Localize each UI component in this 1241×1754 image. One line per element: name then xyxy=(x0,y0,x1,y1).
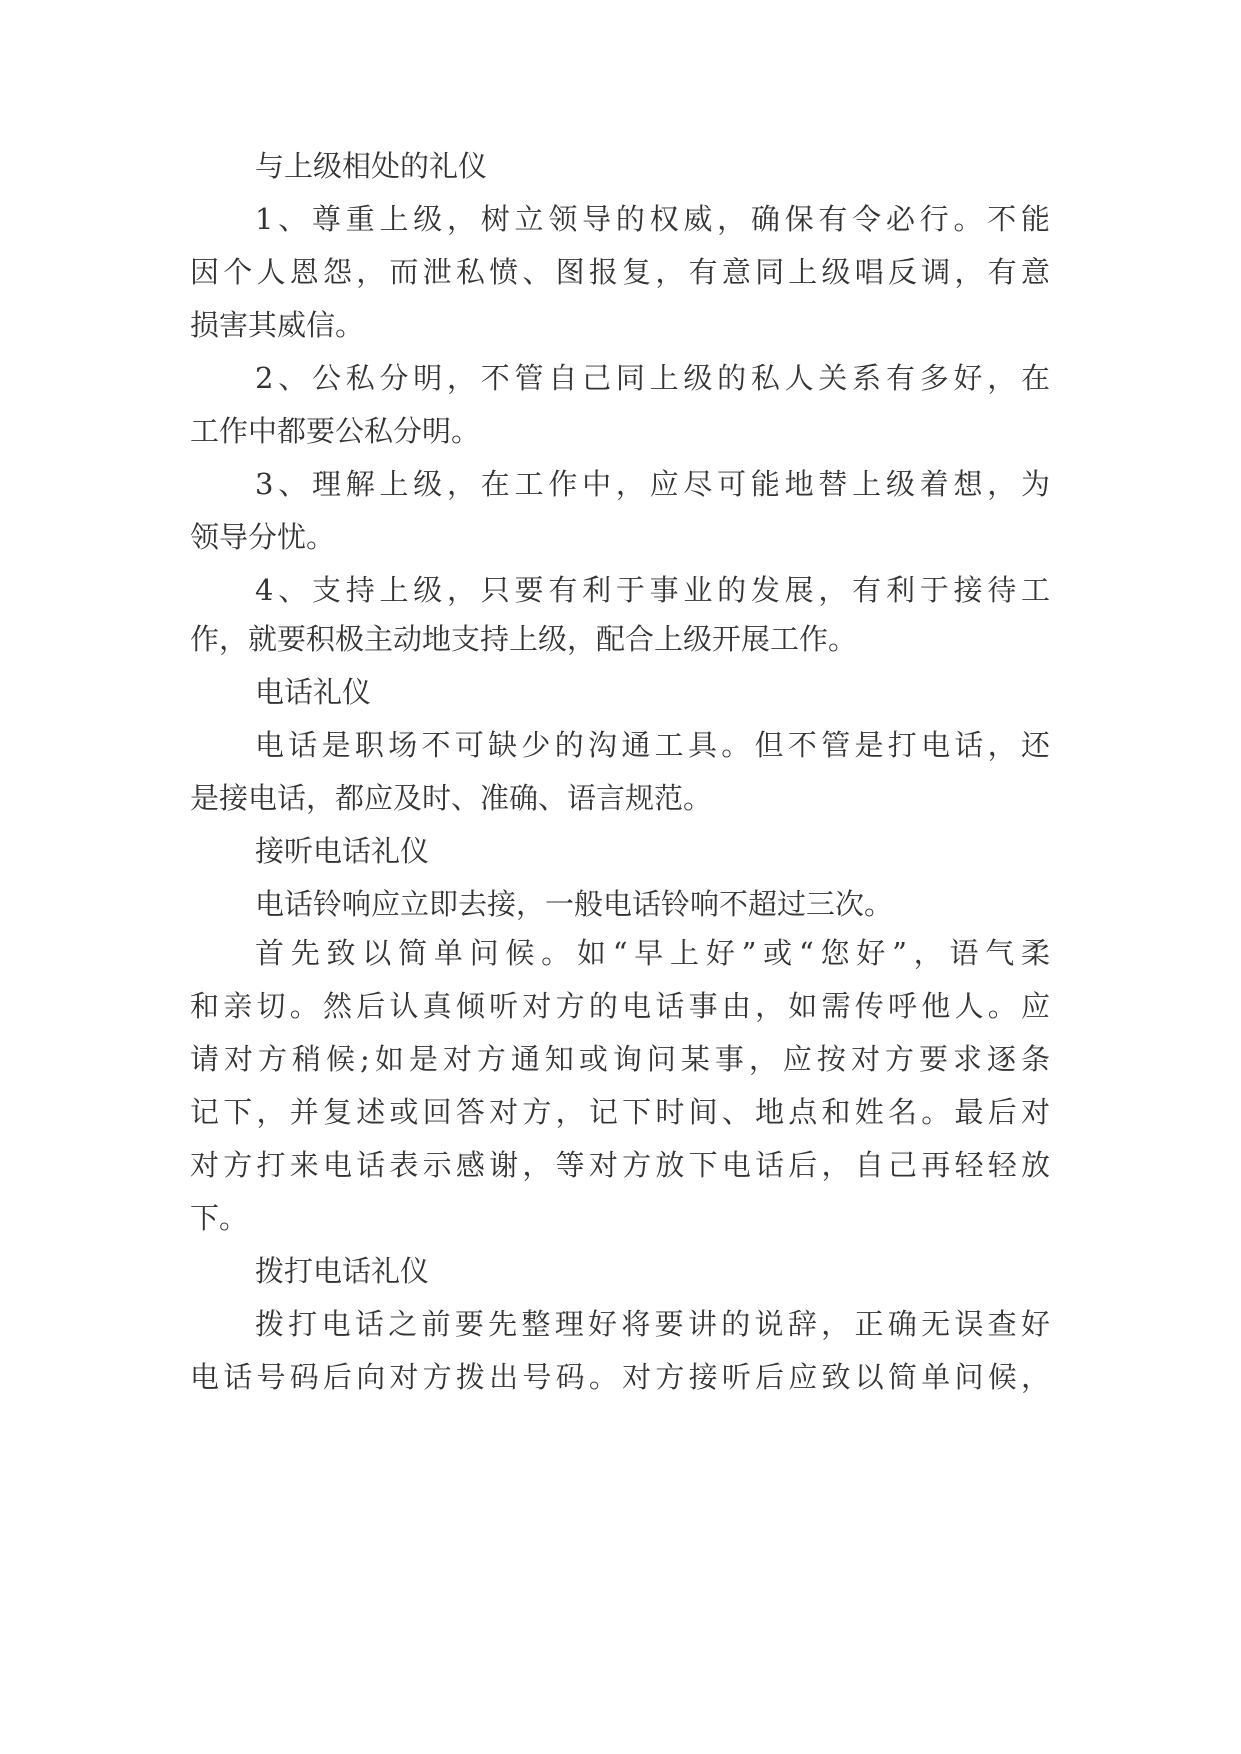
paragraph-line: 对方打来电话表示感谢，等对方放下电话后，自己再轻轻放 xyxy=(190,1148,1050,1182)
paragraph-line: 电话铃响应立即去接，一般电话铃响不超过三次。 xyxy=(255,887,894,921)
paragraph-line: 拨打电话之前要先整理好将要讲的说辞，正确无误查好 xyxy=(255,1307,1050,1341)
paragraph-line: 首先致以简单问候。如“早上好”或“您好”，语气柔 xyxy=(255,936,1050,970)
paragraph-line: 记下，并复述或回答对方，记下时间、地点和姓名。最后对 xyxy=(190,1095,1050,1129)
paragraph-line: 损害其威信。 xyxy=(190,308,365,342)
heading-superior-etiquette: 与上级相处的礼仪 xyxy=(255,149,488,183)
paragraph-line: 下。 xyxy=(190,1201,249,1235)
paragraph-line: 3、理解上级，在工作中，应尽可能地替上级着想，为 xyxy=(255,467,1050,501)
heading-answer-phone-etiquette: 接听电话礼仪 xyxy=(255,834,430,868)
paragraph-line: 因个人恩怨，而泄私愤、图报复，有意同上级唱反调，有意 xyxy=(190,255,1050,289)
paragraph-line: 请对方稍候;如是对方通知或询问某事，应按对方要求逐条 xyxy=(190,1042,1050,1076)
document-page xyxy=(190,0,1050,1754)
paragraph-line: 1、尊重上级，树立领导的权威，确保有令必行。不能 xyxy=(255,202,1050,236)
heading-phone-etiquette: 电话礼仪 xyxy=(255,675,372,709)
paragraph-line: 领导分忧。 xyxy=(190,520,336,554)
heading-dial-phone-etiquette: 拨打电话礼仪 xyxy=(255,1254,430,1288)
paragraph-line: 2、公私分明，不管自己同上级的私人关系有多好，在 xyxy=(255,361,1050,395)
paragraph-line: 作，就要积极主动地支持上级，配合上级开展工作。 xyxy=(190,622,858,656)
paragraph-line: 4、支持上级，只要有利于事业的发展，有利于接待工 xyxy=(255,573,1050,607)
paragraph-line: 电话是职场不可缺少的沟通工具。但不管是打电话，还 xyxy=(255,728,1050,762)
paragraph-line: 电话号码后向对方拨出号码。对方接听后应致以简单问候， xyxy=(190,1360,1050,1394)
paragraph-line: 和亲切。然后认真倾听对方的电话事由，如需传呼他人。应 xyxy=(190,989,1050,1023)
paragraph-line: 工作中都要公私分明。 xyxy=(190,414,481,448)
paragraph-line: 是接电话，都应及时、准确、语言规范。 xyxy=(190,781,713,815)
